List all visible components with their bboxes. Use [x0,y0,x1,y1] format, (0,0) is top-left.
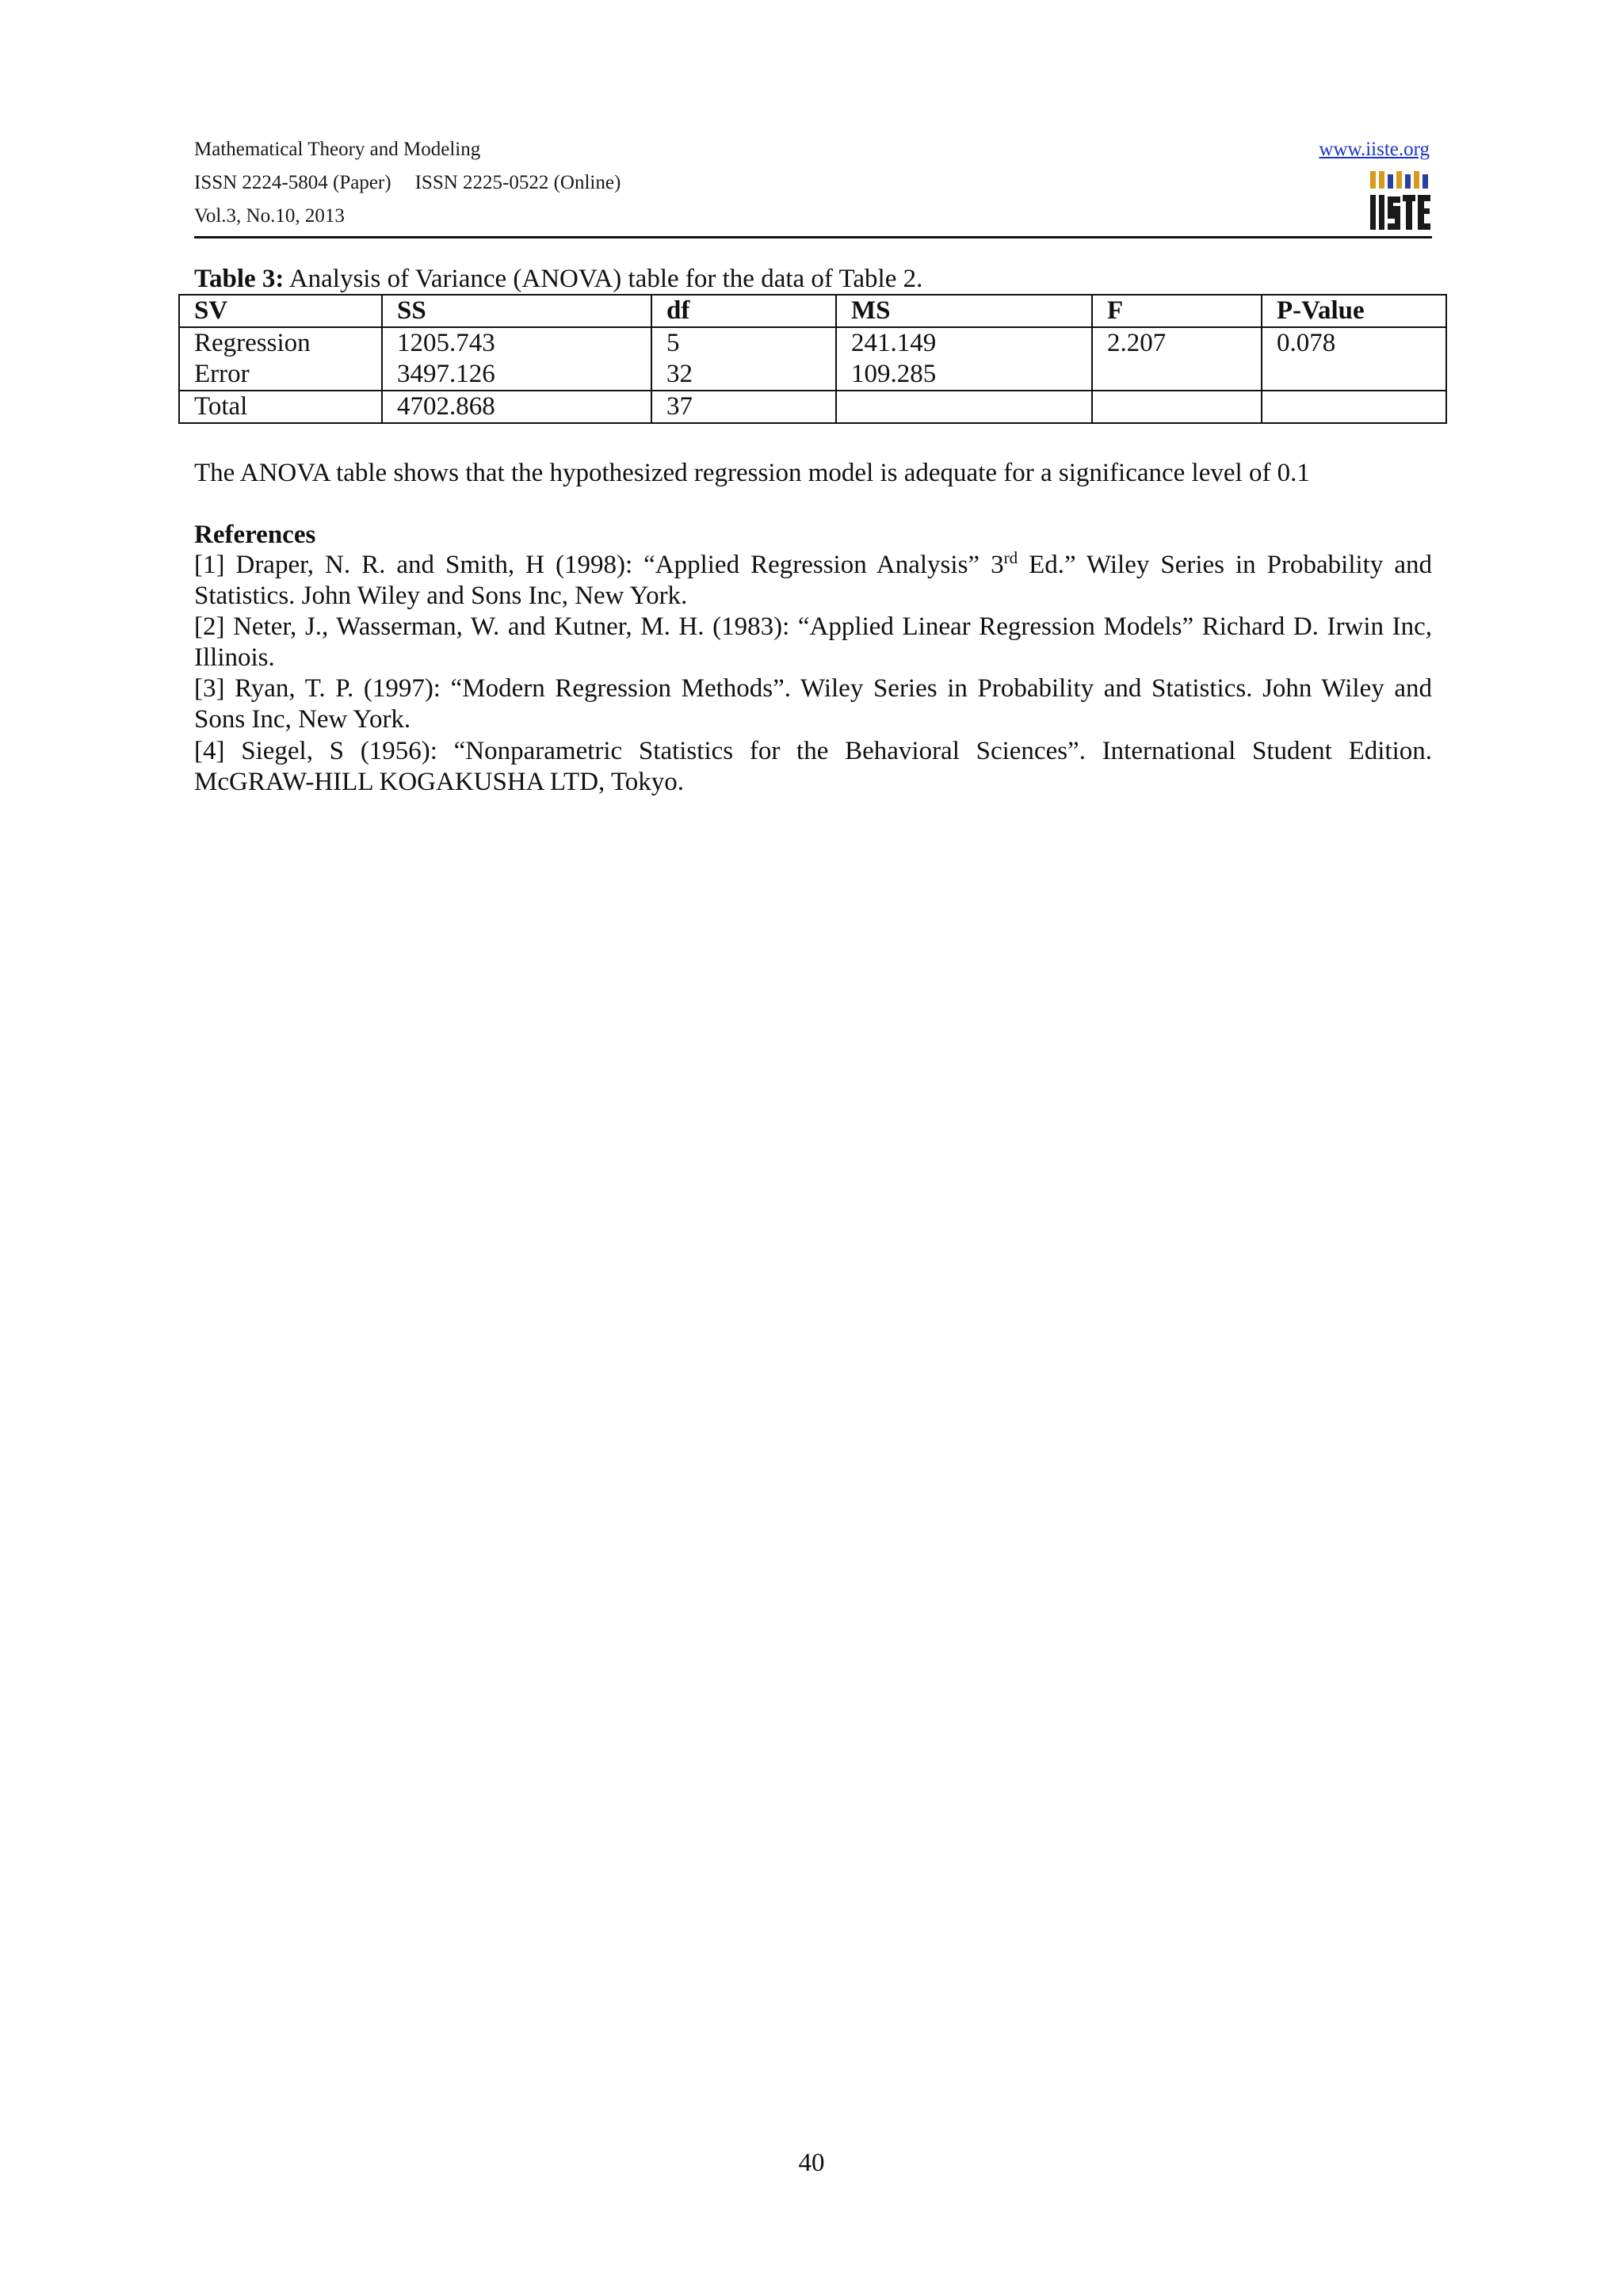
reference-item: [4] Siegel, S (1956): “Nonparametric Statistics for the Behavioral Sciences”. International Student Edition. McGRAW-HILL KOGAKUSHA LTD, Tokyo. [194,737,1432,796]
table-caption-label: Table 3: [194,265,285,293]
table-cell [1262,359,1446,391]
column-header: df [651,295,836,327]
table-cell: Regression [179,327,382,359]
table-cell: 241.149 [836,327,1092,359]
column-header: MS [836,295,1092,327]
anova-table [178,294,1447,424]
journal-title: Mathematical Theory and Modeling [194,139,481,160]
table-cell: 5 [651,327,836,359]
page-number: 40 [798,2149,825,2177]
table-cell: Error [179,359,382,391]
column-header: SV [179,295,382,327]
table-cell: 109.285 [836,359,1092,391]
iiste-logo [1369,168,1432,233]
ordinal-superscript: rd [1003,548,1018,567]
issn-line [194,171,621,195]
table-caption-text: Analysis of Variance (ANOVA) table for the data of Table 2. [284,265,923,293]
table-cell: 2.207 [1092,327,1262,359]
table-cell: 32 [651,359,836,391]
conclusion-paragraph: The ANOVA table shows that the hypothesized regression model is adequate for a significance level of 0.1 [194,459,1310,487]
issn-paper: ISSN 2224-5804 (Paper) [194,172,391,193]
column-header: P-Value [1262,295,1446,327]
reference-item: [3] Ryan, T. P. (1997): “Modern Regression Methods”. Wiley Series in Probability and Statistics. John Wiley and Sons Inc, New York. [194,674,1432,734]
reference-item: [2] Neter, J., Wasserman, W. and Kutner, M. H. (1983): “Applied Linear Regression Models” Richard D. Irwin Inc, Illinois. [194,612,1432,672]
journal-header [194,135,1432,238]
table-row [179,359,1446,391]
header-divider [194,236,1432,238]
table-cell: Total [179,391,382,423]
website-link[interactable]: www.iiste.org [1319,139,1430,160]
table-cell: 37 [651,391,836,423]
table-cell [836,391,1092,423]
column-header: F [1092,295,1262,327]
table-cell: 3497.126 [382,359,651,391]
issn-online: ISSN 2225-0522 (Online) [414,172,621,193]
table-header-row [179,295,1446,327]
table-cell [1262,391,1446,423]
reference-text: Ed.” Wiley Series in Probability and Statistics. John Wiley and Sons Inc, New York. [194,551,1432,610]
table-cell [1092,391,1262,423]
table-caption [194,265,922,293]
column-header: SS [382,295,651,327]
reference-text: [1] Draper, N. R. and Smith, H (1998): “Applied Regression Analysis” 3 [194,551,1004,579]
table-cell: 1205.743 [382,327,651,359]
table-row [179,327,1446,359]
table-cell [1092,359,1262,391]
table-row [179,391,1446,423]
volume-issue: Vol.3, No.10, 2013 [194,205,345,227]
reference-item [194,550,1432,612]
table-cell: 0.078 [1262,327,1446,359]
references-heading: References [194,521,316,549]
table-cell: 4702.868 [382,391,651,423]
